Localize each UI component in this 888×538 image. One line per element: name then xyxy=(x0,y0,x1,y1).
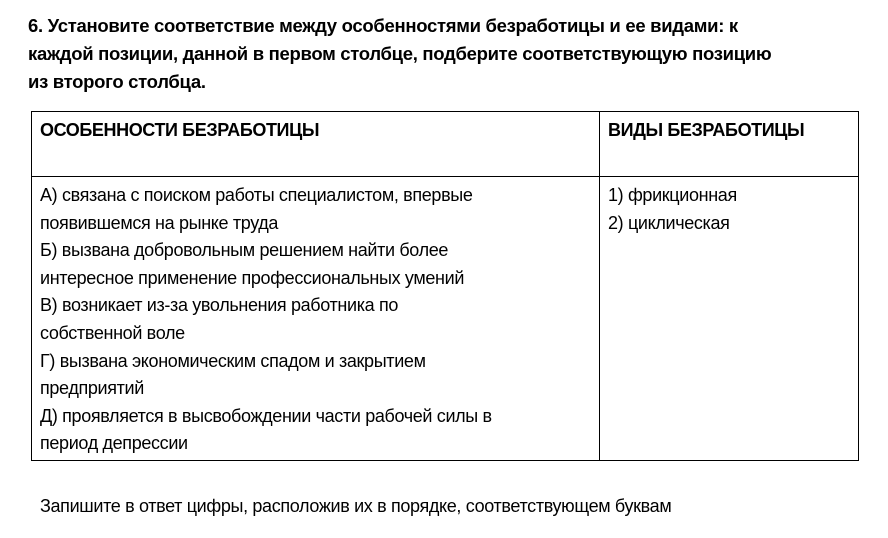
title-line: каждой позиции, данной в первом столбце, подберите соответствующую позицию xyxy=(28,43,772,64)
task-title xyxy=(28,12,771,96)
feature-line: Г) вызвана экономическим спадом и закрытием xyxy=(40,350,426,371)
feature-line: В) возникает из-за увольнения работника по xyxy=(40,295,399,316)
feature-line: период депрессии xyxy=(40,433,188,454)
feature-line: предприятий xyxy=(40,378,144,399)
header-features: ОСОБЕННОСТИ БЕЗРАБОТИЦЫ xyxy=(40,120,320,140)
header-divider xyxy=(32,176,858,177)
type-item: 2) циклическая xyxy=(608,212,730,233)
header-types: ВИДЫ БЕЗРАБОТИЦЫ xyxy=(608,120,805,140)
answer-instruction: Запишите в ответ цифры, расположив их в порядке, соответствующем буквам xyxy=(40,496,672,516)
feature-line: А) связана с поиском работы специалистом, впервые xyxy=(40,185,473,205)
feature-line: появившемся на рынке труда xyxy=(40,212,279,233)
matching-table xyxy=(31,111,859,461)
features-column xyxy=(40,182,492,458)
title-line: из второго столбца. xyxy=(28,71,206,92)
types-column xyxy=(608,182,737,237)
column-divider xyxy=(599,112,600,460)
feature-line: интересное применение профессиональных умений xyxy=(40,267,465,288)
feature-line: собственной воле xyxy=(40,322,185,343)
type-item: 1) фрикционная xyxy=(608,185,737,205)
title-line: 6. Установите соответствие между особенностями безработицы и ее видами: к xyxy=(28,15,738,36)
feature-line: Д) проявляется в высвобождении части рабочей силы в xyxy=(40,405,492,426)
feature-line: Б) вызвана добровольным решением найти более xyxy=(40,240,449,261)
